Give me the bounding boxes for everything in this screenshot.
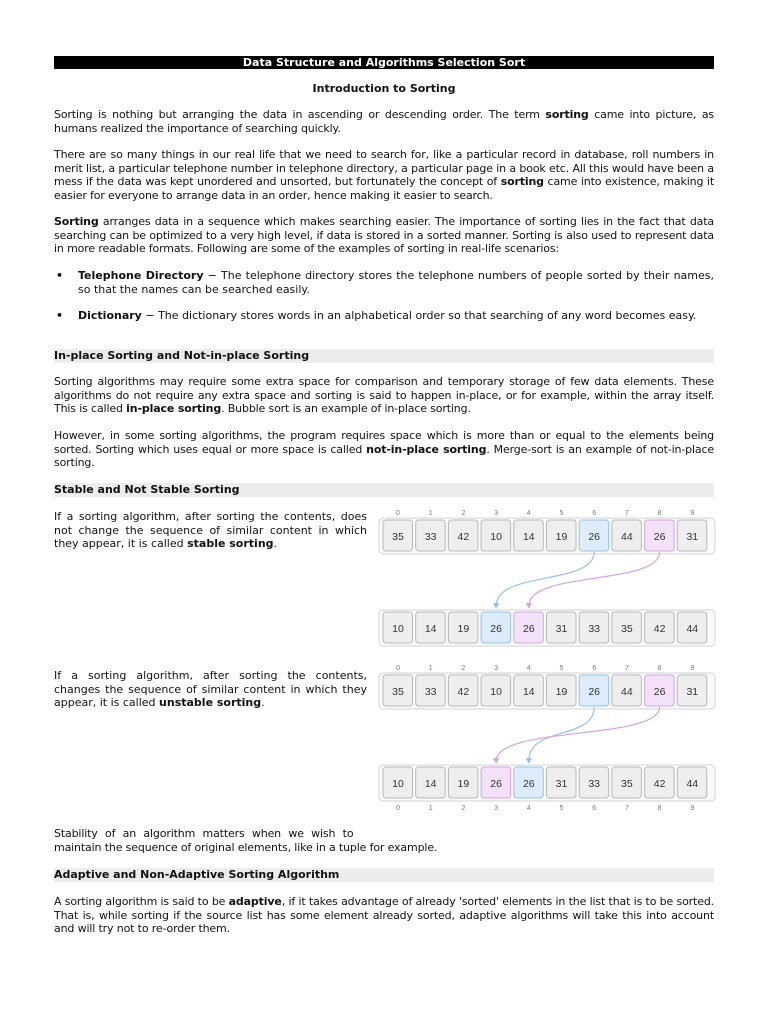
array-cell-value: 26 bbox=[653, 686, 666, 698]
index-label: 1 bbox=[428, 805, 433, 812]
stable-sort-diagram bbox=[376, 505, 716, 660]
index-label: 2 bbox=[461, 665, 466, 672]
paragraph-stability: Stability of an algorithm matters when we wish to maintain the sequence of original elements, like in a tuple for example. bbox=[54, 827, 438, 854]
pink-arrow-head bbox=[493, 758, 499, 764]
index-label: 3 bbox=[494, 510, 499, 517]
blue-arrow bbox=[529, 707, 594, 761]
array-cell-value: 33 bbox=[588, 623, 601, 635]
array-cell-value: 26 bbox=[588, 531, 601, 543]
index-label: 9 bbox=[690, 665, 695, 672]
unstable-sort-diagram bbox=[376, 660, 716, 820]
paragraph-unstable: If a sorting algorithm, after sorting the contents, changes the sequence of similar content in which they appear, it is called unstable sorting. bbox=[54, 669, 367, 710]
array-cell-value: 31 bbox=[686, 531, 699, 543]
array-cell-value: 26 bbox=[522, 623, 535, 635]
array-cell-value: 44 bbox=[621, 531, 633, 543]
bullet-icon: • bbox=[56, 269, 64, 282]
index-label: 0 bbox=[396, 805, 400, 812]
intro-heading: Introduction to Sorting bbox=[312, 82, 456, 95]
index-label: 9 bbox=[690, 510, 695, 517]
index-label: 5 bbox=[559, 805, 564, 812]
array-cell-value: 31 bbox=[555, 623, 568, 635]
array-cell-value: 14 bbox=[424, 778, 437, 790]
index-label: 7 bbox=[624, 665, 629, 672]
blue-arrow bbox=[496, 552, 594, 606]
bullet-icon: • bbox=[56, 309, 64, 322]
index-label: 5 bbox=[559, 510, 564, 517]
paragraph-adaptive: A sorting algorithm is said to be adaptive, if it takes advantage of already 'sorted' elements in the list that is to be sorted. That is, while sorting if the source list has some element already sorted, adaptive algorithms will take this into account and will try not to re-order them. bbox=[54, 895, 714, 936]
paragraph-sorting: Sorting arranges data in a sequence which makes searching easier. The importance of sorting lies in the fact that data searching can be optimized to a very high level, if data is stored in a sorted manner. Sorting is also used to represent data in more readable formats. Following are some of the examples of sorting in real-life scenarios: bbox=[54, 215, 714, 256]
array-cell-value: 19 bbox=[555, 531, 568, 543]
array-cell-value: 44 bbox=[686, 778, 699, 790]
index-label: 3 bbox=[494, 805, 499, 812]
index-label: 0 bbox=[396, 510, 400, 517]
array-cell-value: 35 bbox=[621, 623, 633, 635]
index-label: 6 bbox=[592, 805, 597, 812]
index-label: 1 bbox=[428, 665, 433, 672]
index-label: 4 bbox=[526, 665, 531, 672]
array-cell-value: 10 bbox=[392, 623, 404, 635]
array-cell-value: 26 bbox=[653, 531, 666, 543]
index-label: 7 bbox=[624, 510, 629, 517]
index-label: 0 bbox=[396, 665, 400, 672]
index-label: 6 bbox=[592, 510, 597, 517]
blue-arrow-head bbox=[526, 758, 532, 764]
array-cell-value: 33 bbox=[588, 778, 601, 790]
array-cell-value: 33 bbox=[424, 686, 437, 698]
pink-arrow-head bbox=[526, 603, 532, 609]
index-label: 4 bbox=[526, 805, 531, 812]
array-cell-value: 33 bbox=[424, 531, 437, 543]
array-cell-value: 10 bbox=[392, 778, 404, 790]
index-label: 8 bbox=[657, 665, 662, 672]
paragraph-inplace: Sorting algorithms may require some extra space for comparison and temporary storage of few data elements. These algorithms do not require any extra space and sorting is said to happen in-place, or for example, within the array itself. This is called in-place sorting. Bubble sort is an example of in-place sorting. bbox=[54, 375, 714, 416]
index-label: 8 bbox=[657, 510, 662, 517]
paragraph-intro: Sorting is nothing but arranging the data in ascending or descending order. The term sorting came into picture, as humans realized the importance of searching quickly. bbox=[54, 108, 714, 135]
index-label: 1 bbox=[428, 510, 433, 517]
array-cell-value: 10 bbox=[490, 686, 502, 698]
array-cell-value: 19 bbox=[457, 623, 470, 635]
pink-arrow bbox=[529, 552, 660, 606]
index-label: 2 bbox=[461, 805, 466, 812]
array-cell-value: 44 bbox=[686, 623, 699, 635]
array-cell-value: 19 bbox=[555, 686, 568, 698]
index-label: 4 bbox=[526, 510, 531, 517]
index-label: 8 bbox=[657, 805, 662, 812]
index-label: 6 bbox=[592, 665, 597, 672]
paragraph-not-inplace: However, in some sorting algorithms, the program requires space which is more than or equal to the elements being sorted. Sorting which uses equal or more space is called not-in-place sorting. Merge-sort is an example of not-in-place sorting. bbox=[54, 429, 714, 470]
blue-arrow-head bbox=[493, 603, 499, 609]
index-label: 9 bbox=[690, 805, 695, 812]
document-title: Data Structure and Algorithms Selection Sort bbox=[54, 56, 714, 69]
array-cell-value: 14 bbox=[424, 623, 437, 635]
index-label: 7 bbox=[624, 805, 629, 812]
bullet-item: • Dictionary − The dictionary stores words in an alphabetical order so that searching of any word becomes easy. bbox=[56, 309, 697, 322]
array-cell-value: 26 bbox=[490, 778, 502, 790]
index-label: 3 bbox=[494, 665, 499, 672]
section-heading-stable: Stable and Not Stable Sorting bbox=[54, 483, 714, 497]
array-cell-value: 35 bbox=[392, 686, 404, 698]
array-cell-value: 26 bbox=[588, 686, 601, 698]
array-cell-value: 42 bbox=[457, 531, 470, 543]
array-cell-value: 26 bbox=[522, 778, 535, 790]
array-cell-value: 42 bbox=[653, 623, 666, 635]
array-cell-value: 14 bbox=[522, 686, 535, 698]
array-cell-value: 26 bbox=[490, 623, 502, 635]
section-heading-adaptive: Adaptive and Non-Adaptive Sorting Algorithm bbox=[54, 868, 714, 882]
paragraph-search: There are so many things in our real life that we need to search for, like a particular record in database, roll numbers in merit list, a particular telephone number in telephone directory, a particular page in a book etc. All this would have been a mess if the data was kept unordered and unsorted, but fortunately the concept of sorting came into existence, making it easier for everyone to arrange data in an order, hence making it easier to search. bbox=[54, 148, 715, 202]
array-cell-value: 10 bbox=[490, 531, 502, 543]
array-cell-value: 31 bbox=[555, 778, 568, 790]
paragraph-stable: If a sorting algorithm, after sorting the contents, does not change the sequence of similar content in which they appear, it is called stable sorting. bbox=[54, 510, 367, 551]
array-cell-value: 14 bbox=[522, 531, 535, 543]
array-cell-value: 35 bbox=[392, 531, 404, 543]
array-cell-value: 35 bbox=[621, 778, 633, 790]
index-label: 5 bbox=[559, 665, 564, 672]
index-label: 2 bbox=[461, 510, 466, 517]
array-cell-value: 31 bbox=[686, 686, 699, 698]
bullet-item: • Telephone Directory − The telephone directory stores the telephone numbers of people sorted by their names, so that the names can be searched easily. bbox=[56, 269, 714, 296]
pink-arrow bbox=[496, 707, 659, 761]
array-cell-value: 44 bbox=[621, 686, 633, 698]
section-heading-inplace: In-place Sorting and Not-in-place Sorting bbox=[54, 349, 714, 363]
array-cell-value: 42 bbox=[457, 686, 470, 698]
array-cell-value: 19 bbox=[457, 778, 470, 790]
array-cell-value: 42 bbox=[653, 778, 666, 790]
